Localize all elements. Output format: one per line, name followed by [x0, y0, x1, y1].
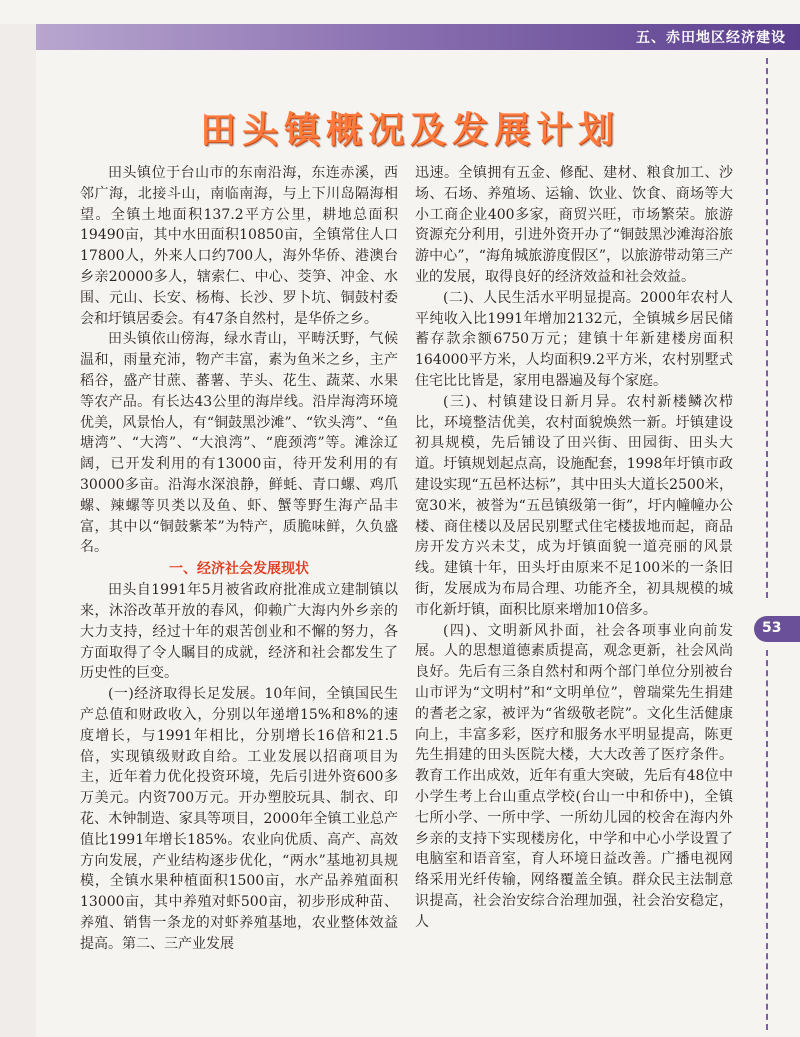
paragraph-economy: (一)经济取得长足发展。10年间，全镇国民生产总值和财政收入，分别以年递增15%和8%的速度增长，与1991年相比，分别增长16倍和21.5倍，实现镇级财政自给。工业发展以招商项目为主，近年着力优化投资环境，先后引进外资600多万美元。内资700万元。开办塑胶玩具、制衣、印花、木钟制造、家具等项目，2000年全镇工业总产值比1991年增长185%。农业向优质、高产、高效方向发展，产业结构逐步优化，“两水”基地初具规模，全镇水果种植面积1500亩，水产品养殖面积13000亩，其中养殖对虾500亩，初步形成种苗、养殖、销售一条龙的对虾养殖基地，农业整体效益提高。第二、三产业发展: [80, 686, 398, 952]
paragraph-resources: 田头镇依山傍海，绿水青山，平畴沃野，气候温和，雨量充沛，物产丰富，素为鱼米之乡，主产稻谷，盛产甘蔗、蕃薯、芋头、花生、蔬菜、水果等农产品。有长达43公里的海岸线。沿岸海湾环境优美，风景怡人，有“铜鼓黑沙滩”、“钦头湾”、“鱼塘湾”、“大湾”、“大浪湾”、“鹿颈湾”等。滩涂辽阔，已开发利用的有13000亩，待开发利用的有30000多亩。沿海水深浪静，鲜蚝、青口螺、鸡爪螺、辣螺等贝类以及鱼、虾、蟹等野生海产品丰富，其中以“铜鼓紫苯”为特产，质脆味鲜，久负盛名。: [80, 331, 398, 556]
paragraph-location: 田头镇位于台山市的东南沿海，东连赤溪，西邻广海，北接斗山，南临南海，与上下川岛隔海相望。全镇土地面积137.2平方公里，耕地总面积19490亩，其中水田面积10850亩，全镇常住人口17800人，外来人口约700人，海外华侨、港澳台乡亲20000多人，辖索仁、中心、茭笋、冲金、水围、元山、长安、杨梅、长沙、罗卜坑、铜鼓村委会和圩镇居委会。有47条自然村，是华侨之乡。: [80, 165, 398, 327]
page-title: 田头镇概况及发展计划: [199, 110, 620, 151]
paragraph-economy-continued: 迅速。全镇拥有五金、修配、建材、粮食加工、沙场、石场、养殖场、运输、饮业、饮食、商场等大小工商企业400多家，商贸兴旺，市场繁荣。旅游资源充分利用，引进外资开办了“铜鼓黑沙滩海浴旅游中心”，“海角城旅游度假区”，以旅游带动第三产业的发展，取得良好的经济效益和社会效益。: [415, 165, 733, 285]
paragraph-history: 田头自1991年5月被省政府批准成立建制镇以来，沐浴改革开放的春风，仰赖广大海内外乡亲的大力支持，经过十年的艰苦创业和不懈的努力，各方面取得了令人瞩目的成就，经济和社会都发生了历史性的巨变。: [80, 582, 398, 682]
page-number-tab: [754, 616, 800, 642]
left-page-margin: [0, 24, 36, 1037]
margin-dashed-rule: [766, 58, 768, 598]
section-title: 五、赤田地区经济建设: [636, 30, 786, 46]
subheading-current-status: 一、经济社会发展现状: [169, 561, 309, 578]
left-text-column: [80, 163, 398, 1003]
margin-dashed-rule-lower: [766, 650, 768, 1030]
paragraph-town-construction: (三)、村镇建设日新月异。农村新楼鳞次栉比，环境整洁优美，农村面貌焕然一新。圩镇建设初具规模，先后铺设了田兴街、田园街、田头大道。圩镇规划起点高，设施配套，1998年圩镇市政建设实现“五邑杯达标”，其中田头大道长2500米，宽30米，被誉为“五邑镇级第一街”，圩内幢幢办公楼、商住楼以及居民别墅式住宅楼拔地而起，商品房开发方兴未艾，成为圩镇面貌一道亮丽的风景线。建镇十年，田头圩由原来不足100米的一条旧街，发展成为布局合理、功能齐全，初具规模的城市化新圩镇，面积比原来增加10倍多。: [415, 393, 733, 618]
section-header-band: [36, 24, 800, 50]
page-number: 53: [762, 620, 782, 636]
paragraph-social-progress: (四)、文明新风扑面，社会各项事业向前发展。人的思想道德素质提高，观念更新，社会风尚良好。先后有三条自然村和两个部门单位分别被台山市评为“文明村”和“文明单位”，曾瑞棠先生捐建的耆老之家，被评为“省级敬老院”。文化生活健康向上，丰富多彩，医疗和服务水平明显提高，陈更先生捐建的田头医院大楼，大大改善了医疗条件。教育工作出成效，近年有重大突破，先后有48位中小学生考上台山重点学校(台山一中和侨中)，全镇七所小学、一所中学、一所幼儿园的校舍在海内外乡亲的支持下实现楼房化，中学和中心小学设置了电脑室和语音室，育人环境日益改善。广播电视网络采用光纤传输，网络覆盖全镇。群众民主法制意识提高，社会治安综合治理加强，社会治安稳定，人: [415, 622, 733, 930]
paragraph-living-standard: (二)、人民生活水平明显提高。2000年农村人平纯收入比1991年增加2132元，全镇城乡居民储蓄存款余额6750万元；建镇十年新建楼房面积164000平方米，人均面积9.2平方米，农村别墅式住宅比比皆是，家用电器遍及每个家庭。: [415, 289, 733, 389]
right-text-column: [415, 163, 733, 1003]
